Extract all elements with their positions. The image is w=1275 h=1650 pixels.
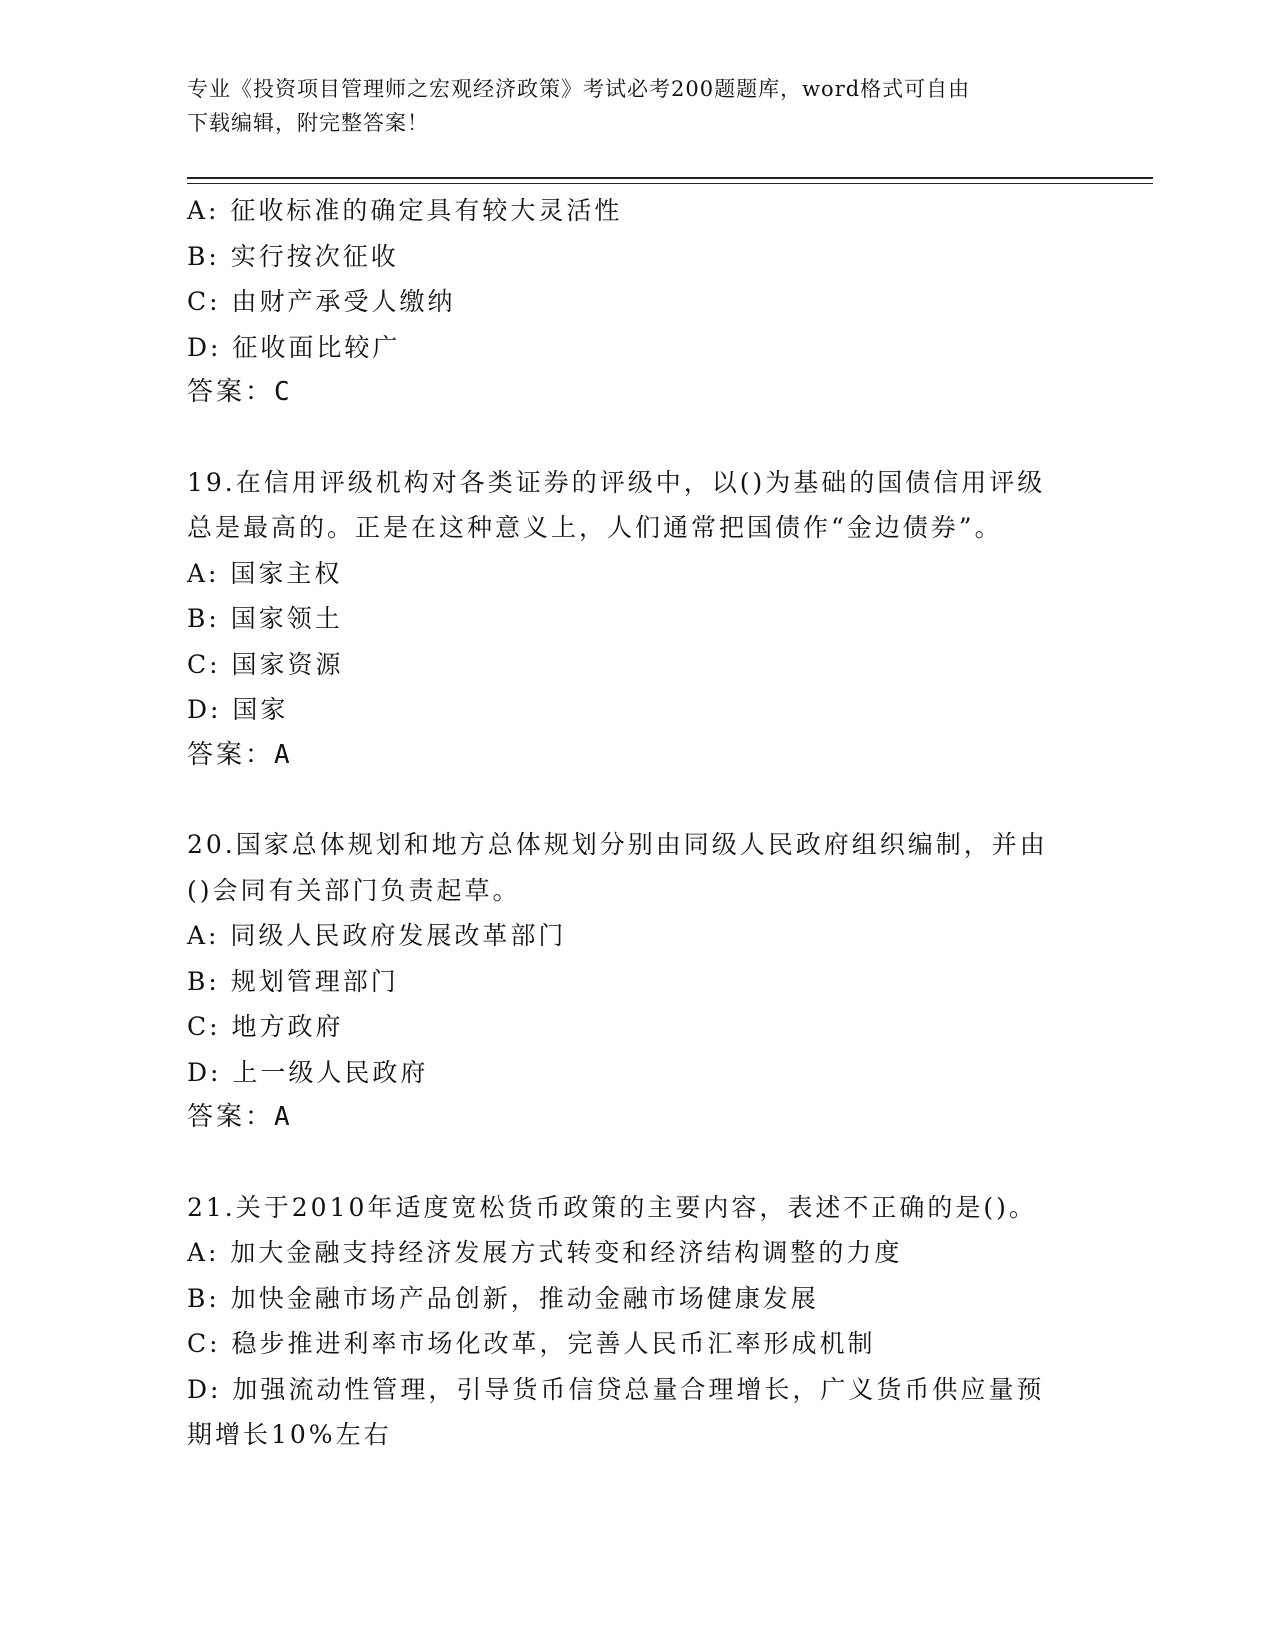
document-header <box>187 72 1087 140</box>
option-d-cont: 期增长10%左右 <box>187 1420 392 1449</box>
option-d: D: 国家 <box>187 695 289 724</box>
answer-key: A <box>274 1102 293 1132</box>
option-d: D: 上一级人民政府 <box>187 1057 429 1087</box>
option-b: B: 国家领土 <box>187 604 343 633</box>
answer-label: 答案： <box>187 739 275 770</box>
question-21 <box>187 1185 1067 1458</box>
question-stem: 19.在信用评级机构对各类证券的评级中，以()为基础的国债信用评级 <box>187 467 1046 497</box>
answer-key: C <box>274 377 293 407</box>
answer-line <box>187 1095 1067 1141</box>
answer-label: 答案： <box>187 1102 275 1132</box>
question-stem-cont: ()会同有关部门负责起草。 <box>187 875 521 905</box>
header-divider-thick <box>187 177 1153 179</box>
option-d: D: 征收面比较广 <box>187 332 401 362</box>
option-c: C: 地方政府 <box>187 1012 344 1041</box>
option-b: B: 规划管理部门 <box>187 966 399 996</box>
header-line-1: 专业《投资项目管理师之宏观经济政策》考试必考200题题库，word格式可自由 <box>187 77 971 101</box>
question-spacer <box>187 778 1067 822</box>
header-divider-thin <box>187 183 1153 184</box>
answer-line <box>187 733 1067 779</box>
question-spacer <box>187 1141 1067 1185</box>
question-20 <box>187 822 1067 1141</box>
question-19 <box>187 460 1067 779</box>
question-stem: 21.关于2010年适度宽松货币政策的主要内容，表述不正确的是()。 <box>187 1192 1037 1222</box>
document-body <box>187 188 1067 1458</box>
option-d: D: 加强流动性管理，引导货币信贷总量合理增长，广义货币供应量预 <box>187 1374 1045 1404</box>
option-b: B: 实行按次征收 <box>187 241 399 271</box>
option-a: A: 加大金融支持经济发展方式转变和经济结构调整的力度 <box>187 1238 903 1267</box>
option-a: A: 国家主权 <box>187 558 343 588</box>
answer-line <box>187 370 1067 416</box>
option-c: C: 由财产承受人缴纳 <box>187 287 456 316</box>
question-stem-cont: 总是最高的。正是在这种意义上，人们通常把国债作“金边债券”。 <box>187 513 1003 542</box>
question-18 <box>187 188 1067 416</box>
option-c: C: 国家资源 <box>187 649 344 679</box>
header-line-2: 下载编辑，附完整答案！ <box>187 111 429 135</box>
option-b: B: 加快金融市场产品创新，推动金融市场健康发展 <box>187 1283 819 1313</box>
question-spacer <box>187 416 1067 460</box>
option-a: A: 同级人民政府发展改革部门 <box>187 921 567 950</box>
option-c: C: 稳步推进利率市场化改革，完善人民币汇率形成机制 <box>187 1329 876 1358</box>
question-stem: 20.国家总体规划和地方总体规划分别由同级人民政府组织编制，并由 <box>187 830 1048 859</box>
answer-key: A <box>274 739 293 770</box>
answer-label: 答案： <box>187 377 275 407</box>
option-a: A: 征收标准的确定具有较大灵活性 <box>187 196 623 225</box>
